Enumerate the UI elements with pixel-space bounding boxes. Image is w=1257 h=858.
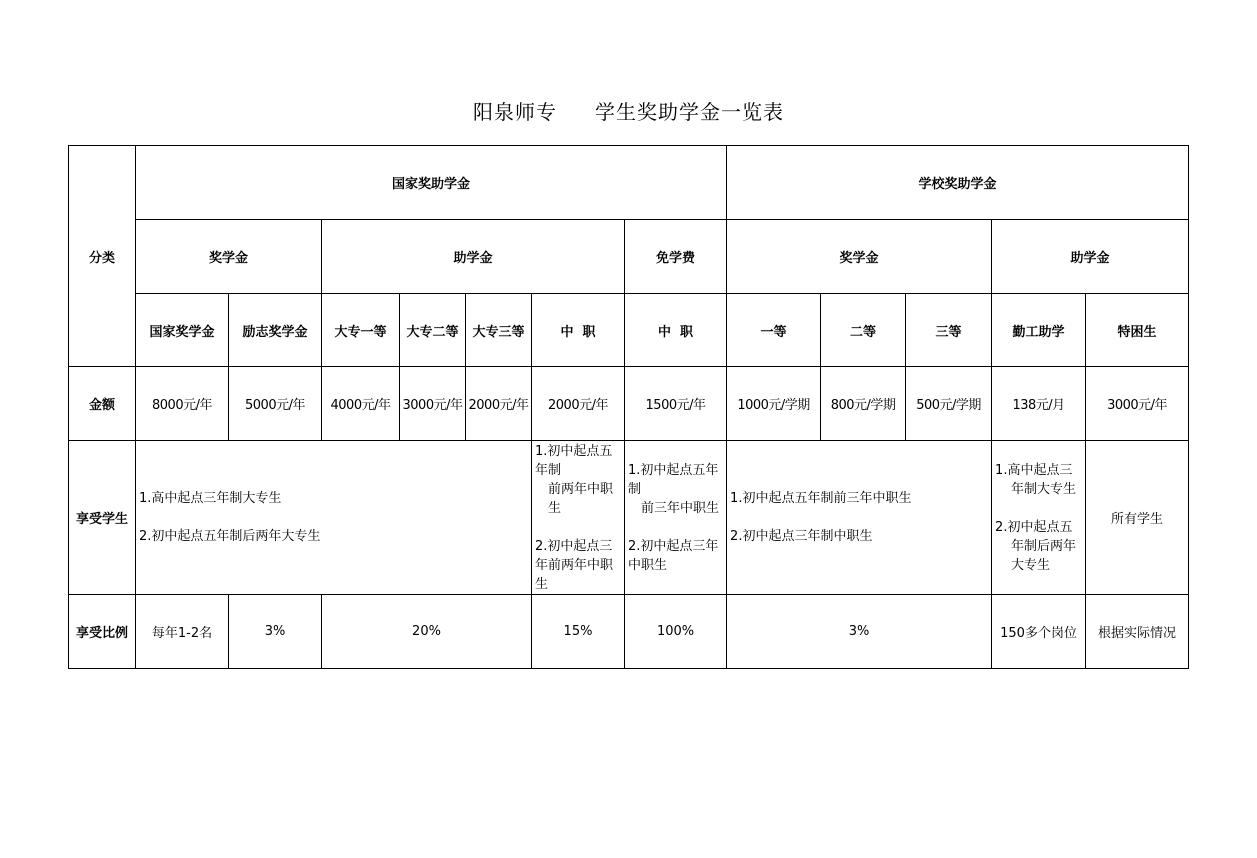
sub-header: 二等 (821, 294, 906, 367)
category-header: 分类 (69, 146, 136, 367)
amount-cell: 3000元/年 (400, 367, 466, 441)
amount-label: 金额 (69, 367, 136, 441)
tuition-students-cell (625, 441, 727, 595)
ratio-cell: 根据实际情况 (1086, 595, 1189, 669)
students-line: 1.高中起点三年制大专生 (139, 491, 282, 506)
sub-header: 大专三等 (466, 294, 532, 367)
students-line: 2.初中起点五年制后两年大专生 (995, 519, 1077, 573)
poor-students-cell: 所有学生 (1086, 441, 1189, 595)
scholarship-table (68, 145, 1189, 669)
ratio-cell: 3% (727, 595, 992, 669)
amount-cell: 4000元/年 (322, 367, 400, 441)
ratio-cell: 150多个岗位 (992, 595, 1086, 669)
work-study-students-cell (992, 441, 1086, 595)
amount-cell: 2000元/年 (466, 367, 532, 441)
page-title (0, 96, 1257, 125)
students-line: 2.初中起点五年制后两年大专生 (139, 529, 321, 544)
sub-header: 励志奖学金 (229, 294, 322, 367)
national-students-cell (136, 441, 532, 595)
ratio-cell: 100% (625, 595, 727, 669)
school-header: 学校奖助学金 (727, 146, 1189, 220)
sub-header: 大专二等 (400, 294, 466, 367)
zhongzhi-students-cell (532, 441, 625, 595)
ratio-cell: 每年1-2名 (136, 595, 229, 669)
students-line: 2.初中起点三年中职生 (628, 538, 719, 573)
sch-grant-header: 助学金 (992, 220, 1189, 294)
amount-cell: 2000元/年 (532, 367, 625, 441)
students-label: 享受学生 (69, 441, 136, 595)
amount-cell: 1000元/学期 (727, 367, 821, 441)
sub-header: 大专一等 (322, 294, 400, 367)
sub-header: 国家奖学金 (136, 294, 229, 367)
students-line: 前三年中职生 (641, 500, 720, 516)
nat-grant-header: 助学金 (322, 220, 625, 294)
tuition-free-header: 免学费 (625, 220, 727, 294)
sub-header: 中 职 (625, 294, 727, 367)
amount-cell: 800元/学期 (821, 367, 906, 441)
students-line: 1.初中起点五年制前三年中职生 (730, 491, 912, 506)
ratio-label: 享受比例 (69, 595, 136, 669)
title-main: 学生奖助学金一览表 (595, 100, 784, 124)
amount-cell: 5000元/年 (229, 367, 322, 441)
amount-cell: 1500元/年 (625, 367, 727, 441)
nat-scholarship-header: 奖学金 (136, 220, 322, 294)
title-school: 阳泉师专 (473, 100, 557, 124)
amount-cell: 8000元/年 (136, 367, 229, 441)
students-line: 1.高中起点三年制大专生 (995, 462, 1077, 497)
sub-header: 三等 (906, 294, 992, 367)
amount-cell: 500元/学期 (906, 367, 992, 441)
sub-header: 中 职 (532, 294, 625, 367)
school-students-cell (727, 441, 992, 595)
students-line: 2.初中起点三年制中职生 (730, 529, 873, 544)
students-line: 1.初中起点五年制 (535, 444, 613, 478)
students-line: 2.初中起点三年前两年中职生 (535, 539, 614, 592)
amount-cell: 138元/月 (992, 367, 1086, 441)
amount-cell: 3000元/年 (1086, 367, 1189, 441)
sch-scholarship-header: 奖学金 (727, 220, 992, 294)
students-line: 前两年中职生 (548, 482, 614, 516)
ratio-cell: 3% (229, 595, 322, 669)
students-line: 1.初中起点五年制 (628, 462, 719, 497)
ratio-cell: 15% (532, 595, 625, 669)
sub-header: 特困生 (1086, 294, 1189, 367)
sub-header: 一等 (727, 294, 821, 367)
sub-header: 勤工助学 (992, 294, 1086, 367)
ratio-cell: 20% (322, 595, 532, 669)
national-header: 国家奖助学金 (136, 146, 727, 220)
